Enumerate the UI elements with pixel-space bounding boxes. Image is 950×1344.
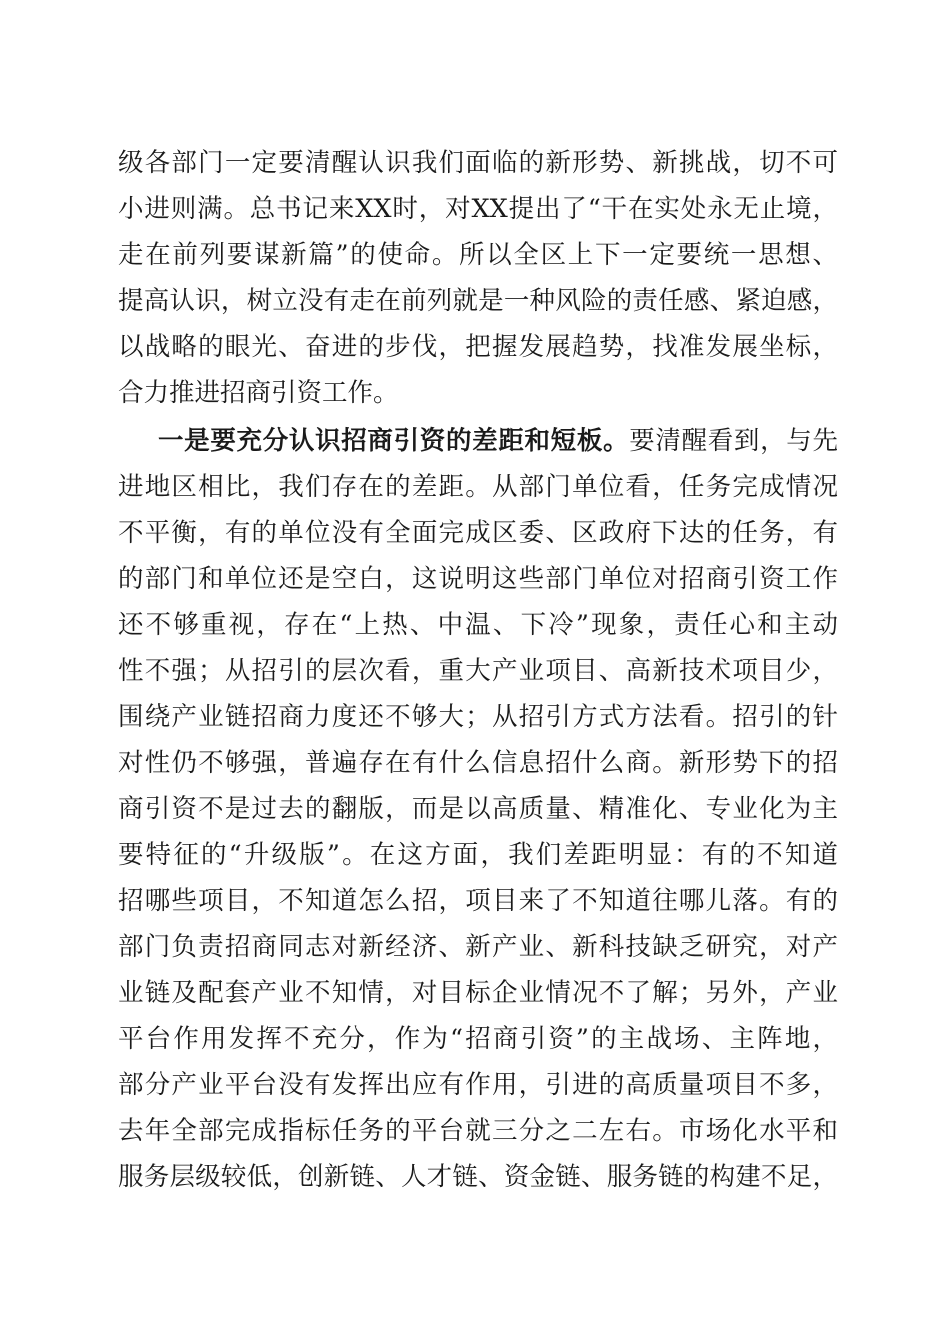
paragraph-line: 进地区相比，我们存在的差距。从部门单位看，任务完成情况: [118, 472, 838, 502]
paragraph-line: 的部门和单位还是空白，这说明这些部门单位对招商引资工作: [118, 564, 838, 594]
paragraph-line: 提高认识，树立没有走在前列就是一种风险的责任感、紧迫感，: [118, 286, 838, 316]
paragraph-line: 走在前列要谋新篇”的使命。所以全区上下一定要统一思想、: [118, 240, 838, 270]
paragraph-line: 招哪些项目，不知道怎么招，项目来了不知道往哪儿落。有的: [118, 886, 838, 916]
paragraph-line: 对性仍不够强，普遍存在有什么信息招什么商。新形势下的招: [118, 748, 838, 778]
paragraph-line: 合力推进招商引资工作。: [118, 378, 399, 408]
paragraph-line: 平台作用发挥不充分，作为“招商引资”的主战场、主阵地，: [118, 1024, 838, 1054]
paragraph-line: 以战略的眼光、奋进的步伐，把握发展趋势，找准发展坐标，: [118, 332, 838, 362]
paragraph-2: [118, 418, 838, 1200]
paragraph-line: 不平衡，有的单位没有全面完成区委、区政府下达的任务，有: [118, 518, 838, 548]
section-lead-heading: 一是要充分认识招商引资的差距和短板。: [158, 426, 630, 456]
paragraph-first-line: [118, 418, 838, 464]
paragraph-line: 部分产业平台没有发挥出应有作用，引进的高质量项目不多，: [118, 1070, 838, 1100]
paragraph-line: 商引资不是过去的翻版，而是以高质量、精准化、专业化为主: [118, 794, 838, 824]
paragraph-line: 要特征的“升级版”。在这方面，我们差距明显：有的不知道: [118, 840, 838, 870]
paragraph-line: 级各部门一定要清醒认识我们面临的新形势、新挑战，切不可: [118, 148, 838, 178]
paragraph-line: 性不强；从招引的层次看，重大产业项目、高新技术项目少，: [118, 656, 838, 686]
paragraph-line: 部门负责招商同志对新经济、新产业、新科技缺乏研究，对产: [118, 932, 838, 962]
paragraph-line: 去年全部完成指标任务的平台就三分之二左右。市场化水平和: [118, 1116, 838, 1146]
paragraph-line: 服务层级较低，创新链、人才链、资金链、服务链的构建不足，: [118, 1162, 838, 1192]
paragraph-line: 还不够重视，存在“上热、中温、下冷”现象，责任心和主动: [118, 610, 838, 640]
paragraph-line: 围绕产业链招商力度还不够大；从招引方式方法看。招引的针: [118, 702, 838, 732]
first-line-rest: 要清醒看到，与先: [629, 426, 838, 456]
document-body: [118, 140, 838, 1200]
paragraph-line: 业链及配套产业不知情，对目标企业情况不了解；另外，产业: [118, 978, 838, 1008]
paragraph-1: [118, 140, 838, 416]
paragraph-line: 小进则满。总书记来XX时，对XX提出了“干在实处永无止境，: [118, 194, 838, 224]
